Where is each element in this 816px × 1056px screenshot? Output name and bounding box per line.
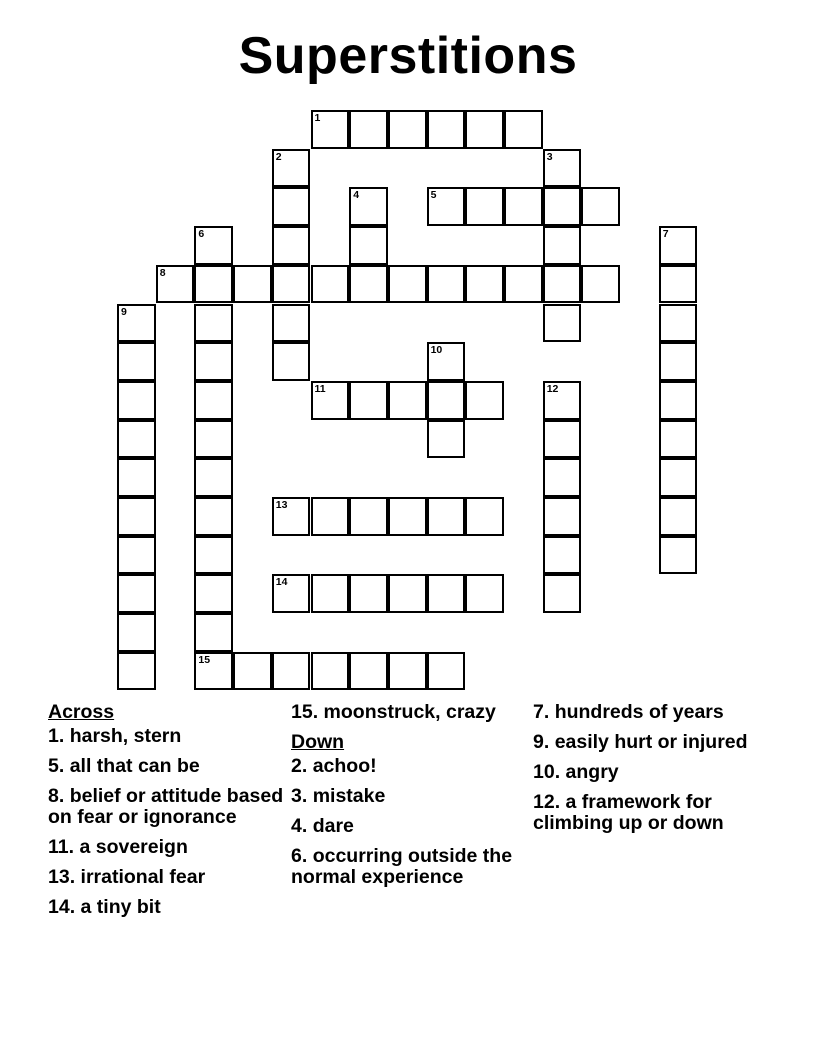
grid-cell[interactable] xyxy=(659,342,698,381)
clue-column-3 xyxy=(533,702,773,843)
grid-cell[interactable] xyxy=(543,265,582,304)
grid-cell[interactable] xyxy=(349,187,388,226)
grid-cell[interactable] xyxy=(194,536,233,575)
grid-cell[interactable] xyxy=(194,381,233,420)
grid-cell[interactable] xyxy=(311,497,350,536)
grid-cell[interactable] xyxy=(194,226,233,265)
clue-number: 5 xyxy=(430,189,437,202)
grid-cell[interactable] xyxy=(233,652,272,691)
grid-cell[interactable] xyxy=(117,381,156,420)
grid-cell[interactable] xyxy=(388,381,427,420)
grid-cell[interactable] xyxy=(117,497,156,536)
grid-cell[interactable] xyxy=(659,536,698,575)
grid-cell[interactable] xyxy=(156,265,195,304)
grid-cell[interactable] xyxy=(272,304,311,343)
grid-cell[interactable] xyxy=(465,110,504,149)
grid-cell[interactable] xyxy=(194,342,233,381)
grid-cell[interactable] xyxy=(311,110,350,149)
clue-down-4: 4. dare xyxy=(291,815,354,837)
grid-cell[interactable] xyxy=(194,420,233,459)
clue-column-2 xyxy=(291,702,531,897)
grid-cell[interactable] xyxy=(543,536,582,575)
grid-cell[interactable] xyxy=(349,574,388,613)
grid-cell[interactable] xyxy=(427,652,466,691)
grid-cell[interactable] xyxy=(349,497,388,536)
grid-cell[interactable] xyxy=(117,458,156,497)
grid-cell[interactable] xyxy=(659,265,698,304)
clue-number: 12 xyxy=(546,382,559,395)
down-heading: Down xyxy=(291,731,345,753)
grid-cell[interactable] xyxy=(117,304,156,343)
grid-cell[interactable] xyxy=(581,265,620,304)
grid-cell[interactable] xyxy=(117,342,156,381)
clue-down-2: 2. achoo! xyxy=(291,755,377,777)
clue-number: 6 xyxy=(198,228,205,241)
clue-across-13: 13. irrational fear xyxy=(48,866,206,888)
clue-number: 1 xyxy=(314,112,321,124)
clue-number: 4 xyxy=(353,189,360,202)
grid-cell[interactable] xyxy=(349,110,388,149)
grid-cell[interactable] xyxy=(272,187,311,226)
grid-cell[interactable] xyxy=(659,381,698,420)
grid-cell[interactable] xyxy=(272,342,311,381)
grid-cell[interactable] xyxy=(194,574,233,613)
grid-cell[interactable] xyxy=(427,420,466,459)
grid-cell[interactable] xyxy=(465,381,504,420)
clue-down-6: 6. occurring outside the normal experience xyxy=(291,845,513,888)
clue-number: 15 xyxy=(198,653,211,666)
grid-cell[interactable] xyxy=(427,110,466,149)
clue-number: 8 xyxy=(159,266,166,279)
grid-cell[interactable] xyxy=(194,304,233,343)
grid-cell[interactable] xyxy=(272,226,311,265)
clue-number: 7 xyxy=(662,228,669,241)
clue-number: 10 xyxy=(430,344,443,357)
clue-down-10: 10. angry xyxy=(533,761,619,783)
grid-cell[interactable] xyxy=(311,265,350,304)
grid-cell[interactable] xyxy=(349,226,388,265)
grid-cell[interactable] xyxy=(427,342,466,381)
grid-cell[interactable] xyxy=(388,265,427,304)
grid-cell[interactable] xyxy=(388,574,427,613)
grid-cell[interactable] xyxy=(427,574,466,613)
grid-cell[interactable] xyxy=(194,652,233,691)
grid-cell[interactable] xyxy=(272,497,311,536)
clue-number: 3 xyxy=(546,150,553,163)
clue-across-1: 1. harsh, stern xyxy=(48,725,182,747)
grid-cell[interactable] xyxy=(349,381,388,420)
clue-across-5: 5. all that can be xyxy=(48,755,200,777)
grid-cell[interactable] xyxy=(194,497,233,536)
grid-cell[interactable] xyxy=(465,497,504,536)
grid-cell[interactable] xyxy=(117,574,156,613)
grid-cell[interactable] xyxy=(349,652,388,691)
grid-cell[interactable] xyxy=(543,497,582,536)
grid-cell[interactable] xyxy=(427,265,466,304)
grid-cell[interactable] xyxy=(659,458,698,497)
grid-cell[interactable] xyxy=(388,497,427,536)
grid-cell[interactable] xyxy=(465,265,504,304)
grid-cell[interactable] xyxy=(117,536,156,575)
grid-cell[interactable] xyxy=(504,265,543,304)
grid-cell[interactable] xyxy=(543,226,582,265)
grid-cell[interactable] xyxy=(659,304,698,343)
clue-number: 14 xyxy=(275,576,288,589)
clue-down-9: 9. easily hurt or injured xyxy=(533,731,748,753)
grid-cell[interactable] xyxy=(311,381,350,420)
grid-cell[interactable] xyxy=(427,381,466,420)
clue-across-15: 15. moonstruck, crazy xyxy=(291,701,496,723)
grid-cell[interactable] xyxy=(543,458,582,497)
grid-cell[interactable] xyxy=(272,149,311,188)
clue-column-1 xyxy=(48,702,288,927)
grid-cell[interactable] xyxy=(581,187,620,226)
grid-cell[interactable] xyxy=(504,187,543,226)
grid-cell[interactable] xyxy=(117,613,156,652)
grid-cell[interactable] xyxy=(543,381,582,420)
grid-cell[interactable] xyxy=(504,110,543,149)
grid-cell[interactable] xyxy=(272,652,311,691)
clue-number: 11 xyxy=(314,382,326,395)
grid-cell[interactable] xyxy=(117,652,156,691)
grid-cell[interactable] xyxy=(465,187,504,226)
clue-across-11: 11. a sovereign xyxy=(48,836,188,858)
grid-cell[interactable] xyxy=(194,458,233,497)
grid-cell[interactable] xyxy=(465,574,504,613)
grid-cell[interactable] xyxy=(194,265,233,304)
clue-down-12: 12. a framework for climbing up or down xyxy=(533,791,724,834)
clue-down-3: 3. mistake xyxy=(291,785,386,807)
grid-cell[interactable] xyxy=(659,420,698,459)
grid-cell[interactable] xyxy=(233,265,272,304)
grid-cell[interactable] xyxy=(388,110,427,149)
grid-cell[interactable] xyxy=(543,149,582,188)
clue-number: 2 xyxy=(275,150,282,163)
grid-cell[interactable] xyxy=(349,265,388,304)
across-heading: Across xyxy=(48,701,115,723)
grid-cell[interactable] xyxy=(272,265,311,304)
clue-down-7: 7. hundreds of years xyxy=(533,701,724,723)
grid-cell[interactable] xyxy=(543,304,582,343)
clue-number: 13 xyxy=(275,499,288,511)
grid-cell[interactable] xyxy=(311,652,350,691)
grid-cell[interactable] xyxy=(427,187,466,226)
grid-cell[interactable] xyxy=(659,226,698,265)
grid-cell[interactable] xyxy=(388,652,427,691)
grid-cell[interactable] xyxy=(543,187,582,226)
puzzle-title: Superstitions xyxy=(238,27,578,85)
grid-cell[interactable] xyxy=(659,497,698,536)
grid-cell[interactable] xyxy=(117,420,156,459)
grid-cell[interactable] xyxy=(427,497,466,536)
grid-cell[interactable] xyxy=(543,574,582,613)
clue-across-8: 8. belief or attitude based on fear or ignorance xyxy=(48,785,284,828)
grid-cell[interactable] xyxy=(543,420,582,459)
grid-cell[interactable] xyxy=(272,574,311,613)
clue-number: 9 xyxy=(121,305,127,318)
grid-cell[interactable] xyxy=(311,574,350,613)
grid-cell[interactable] xyxy=(194,613,233,652)
clue-across-14: 14. a tiny bit xyxy=(48,896,161,918)
